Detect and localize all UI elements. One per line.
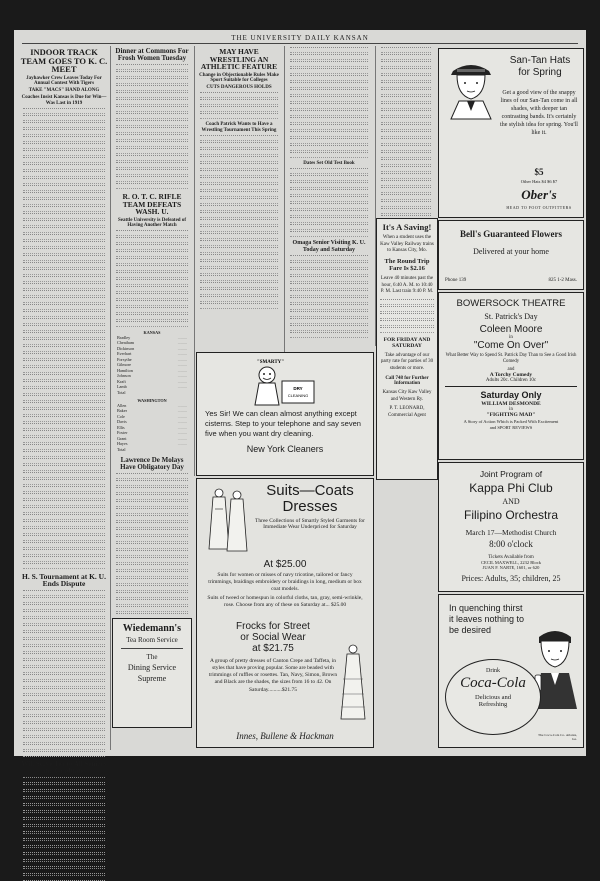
- masthead: THE UNIVERSITY DAILY KANSAN: [231, 34, 369, 42]
- frocks-body: A group of pretty dresses of Canton Crepe and Taffeta, in styles that have proving popular. Some are beaded with trimmings of ruffles or rosettes. Tan, Navy, Simon, Brown and Black are the shades, the sizes from 16 to 42. On Saturday..........$21.75: [208, 658, 338, 693]
- bowersock-and: and: [507, 366, 515, 372]
- bowersock-film: "Come On Over": [473, 340, 549, 351]
- headline-dinner: Dinner at Commons For Frosh Women Tuesday: [115, 47, 189, 62]
- kappa-prices: Prices: Adults, 35; children, 25: [461, 574, 561, 583]
- suits-sub: Three Collections of Smartly Styled Garments for Immediate Wear Underpriced for Saturday: [255, 517, 365, 531]
- column-3: [197, 46, 281, 376]
- kansas-score-row: Gilmore .........: [117, 362, 187, 368]
- scores-wash-table: [117, 403, 187, 447]
- bowersock-in: in: [509, 335, 513, 340]
- wash-score-row: Grant .........: [117, 435, 187, 441]
- kappa-ticket-2: JUAN F. NARTE, 1601, or 620: [482, 565, 540, 570]
- bowersock-star: Coleen Moore: [479, 324, 543, 335]
- subhead-holds: CUTS DANGEROUS HOLDS: [206, 85, 272, 90]
- saving-call: Call 748 for Further Information: [385, 376, 429, 387]
- ad-bowersock-theatre: [438, 292, 584, 460]
- sanhat-title-2: for Spring: [518, 66, 562, 78]
- ad-new-york-cleaners: [196, 352, 374, 476]
- ad-san-tan-hats: [438, 48, 584, 218]
- headline-old-test: Dates Set Old Test Book: [303, 161, 355, 166]
- wash-score-row: Baker .........: [117, 408, 187, 414]
- kappa-when: March 17—Methodist Church: [465, 528, 557, 537]
- saving-railway: Kansas City Kaw Valley and Western Ry.: [382, 390, 432, 402]
- kansas-score-row: Hamilton .........: [117, 367, 187, 373]
- masthead-rule: [22, 43, 578, 44]
- column-rule: [284, 46, 285, 366]
- column-1: [20, 46, 108, 775]
- wiedemanns-the: The: [146, 653, 158, 661]
- obers-tagline: HEAD TO FOOT OUTFITTERS: [506, 205, 572, 210]
- scores-kansas-table: [117, 335, 187, 390]
- sanhat-price: $5: [534, 167, 544, 177]
- scores-kansas-title: KANSAS: [143, 330, 161, 335]
- wash-score-row: Hayes .........: [117, 441, 187, 447]
- wash-score-row: Cole .........: [117, 413, 187, 419]
- wiedemanns-dining: Dining Service: [127, 663, 177, 672]
- suits-body: Suits for women or misses of navy tricotine, tailored or fancy trimmings, braidings embroidery or braidings in long, medium or box coat models.: [208, 572, 362, 592]
- kappa-tickets: Tickets Available from: [488, 555, 534, 560]
- suits-title-2: Dresses: [282, 497, 338, 515]
- saving-fare: The Round Trip Fare Is $2.16: [384, 257, 430, 273]
- wiedemanns-supreme: Supreme: [137, 674, 167, 683]
- coke-oval-logo: [445, 659, 541, 735]
- kappa-and: AND: [502, 497, 520, 506]
- ad-kappa-phi: [438, 462, 584, 592]
- ad-suits-coats-dresses: [196, 478, 374, 748]
- coke-headline: In quenching thirst it leaves nothing to be desired: [449, 603, 525, 635]
- bowersock-prices: Adults 20c. Children 10c: [485, 377, 537, 383]
- wash-score-row: Ellis .........: [117, 424, 187, 430]
- saving-schedule: Leave 40 minutes past the hour, 6:40 A. M. to 10:40 P. M. Last train 9:40 P. M.: [380, 276, 434, 295]
- cleaners-illustration: [197, 353, 373, 409]
- article-body-old-test: [287, 168, 371, 237]
- subhead-macs: TAKE "MACS" HAND ALONG: [28, 88, 100, 93]
- kansas-score-row: Dickinson .........: [117, 345, 187, 351]
- headline-tea: Will Serve Tea to All Seniors and Graduates: [21, 759, 107, 775]
- coke-tag-2: Refreshing: [478, 701, 508, 708]
- bowersock-sat-in: in: [509, 406, 513, 412]
- article-body-rifle: [113, 230, 191, 327]
- flowers-title: Bell's Guaranteed Flowers: [460, 229, 562, 239]
- kansas-score-row: Everhart .........: [117, 351, 187, 357]
- kappa-ticket-1: CECIL MAXWELL, 2232 Block: [480, 560, 542, 565]
- man-in-hat-illustration: [443, 53, 499, 119]
- newspaper-page: [14, 30, 586, 775]
- column-5: [378, 46, 434, 221]
- kansas-score-row: Johnson .........: [117, 373, 187, 379]
- wash-score-row: Foster .........: [117, 430, 187, 436]
- headline-tournament: H. S. Tournament at K. U. Ends Dispute: [22, 571, 106, 589]
- headline-coach-patrick: Coach Patrick Wants to Have a Wrestling Tournament This Spring: [201, 122, 277, 133]
- article-body-tea: [20, 777, 108, 881]
- scores-wash-title: WASHINGTON: [137, 397, 167, 403]
- flowers-phone: Phone 139: [445, 278, 467, 283]
- kansas-score-row: Bradley .........: [117, 335, 187, 340]
- bowersock-desc: What Better Way to Spend St. Patrick Day Than to See a Good Irish Comedy: [445, 353, 577, 364]
- article-body-coach: [197, 135, 281, 309]
- saving-agent: P. T. LEONARD, Commercial Agent: [388, 406, 426, 418]
- headline-wrestling: MAY HAVE WRESTLING AN ATHLETIC FEATURE: [200, 47, 278, 71]
- kappa-title-2: Kappa Phi Club: [469, 481, 553, 495]
- column-4: [287, 46, 371, 376]
- frocks-price: at $21.75: [252, 643, 294, 654]
- suits-price: At $25.00: [263, 559, 307, 570]
- article-body-col5: [378, 47, 434, 242]
- article-body-omaga: [287, 255, 371, 338]
- suits-store-signature: Innes, Bullene & Hackman: [236, 731, 334, 741]
- kappa-title-1: Joint Program of: [479, 469, 543, 479]
- scores-kansas-total: Total: [117, 389, 126, 395]
- article-body-col4-top: [287, 47, 371, 158]
- kappa-title-3: Filipino Orchestra: [463, 508, 559, 522]
- frocks-title-1: Frocks for Street: [236, 621, 310, 632]
- sanhat-body: Get a good view of the snappy lines of our San-Tan come in all shades, with deeper tan contrasting bands. It's certainly the stylish idea for spring. You'll like it.: [500, 90, 578, 137]
- headline-omaga: Omaga Senior Visiting K. U. Today and Saturday: [292, 240, 366, 253]
- saving-friday-body: Take advantage of our party rate for parties of 30 students or more.: [380, 352, 434, 371]
- cleaners-smarty: "SMARTY": [257, 360, 285, 365]
- bowersock-sat-desc: A Story of Action Which is Packed With Excitement: [463, 418, 559, 424]
- frocks-title-2: or Social Wear: [240, 632, 306, 643]
- column-rule: [194, 46, 195, 476]
- scores-wash-total: Total: [117, 446, 126, 452]
- saving-title: It's A Saving!: [382, 222, 432, 232]
- wiedemanns-brand: Wiedemann's: [122, 623, 182, 634]
- sanhat-title-1: San-Tan Hats: [509, 55, 571, 66]
- article-body-track: [20, 108, 108, 569]
- ad-wiedemanns: [112, 618, 192, 728]
- kansas-score-row: Cheatham .........: [117, 340, 187, 346]
- kansas-score-row: Lamb .........: [117, 384, 187, 390]
- flowers-address: 825 1-2 Mass.: [548, 278, 577, 283]
- article-body-tournament: [20, 590, 108, 757]
- bowersock-sat-extra: and SPORT REVIEWS: [489, 424, 533, 430]
- saving-friday: FOR FRIDAY AND SATURDAY: [383, 336, 431, 349]
- bowersock-title: BOWERSOCK THEATRE: [456, 298, 566, 309]
- ad-its-a-saving: [376, 218, 438, 480]
- suits-body-2: Suits of tweed or homespun in colorful cloths, tan, gray, semi-wrinkle, rose. Choose from any of these on Saturday at... $25.00: [207, 594, 363, 608]
- kansas-score-row: Forsythe .........: [117, 356, 187, 362]
- column-rule: [110, 46, 111, 750]
- subhead-track: Jayhawker Crew Leaves Today For Annual Contest With Tigers: [26, 75, 102, 86]
- coke-company: The Coca-Cola Co. Atlanta, Ga.: [538, 733, 577, 741]
- coke-tag-1: Delicious and: [475, 694, 511, 701]
- subhead-rifle: Seattle University is Defeated of Having Another Match: [117, 217, 187, 228]
- coke-drink: Drink: [486, 668, 500, 674]
- sanhat-other-prices: Other Hats $4 $6 $7: [520, 179, 558, 184]
- wash-score-row: Davis .........: [117, 419, 187, 425]
- bowersock-date: St. Patrick's Day: [484, 312, 538, 321]
- obers-brand: Ober's: [521, 187, 557, 202]
- headline-track: INDOOR TRACK TEAM GOES TO K. C. MEET: [20, 47, 108, 74]
- headline-demolay: Lawrence De Molays Have Obligatory Day: [120, 456, 184, 472]
- wash-score-row: Allen .........: [117, 402, 187, 408]
- flowers-sub: Delivered at your home: [473, 247, 549, 256]
- headline-rifle: R. O. T. C. RIFLE TEAM DEFEATS WASH. U.: [122, 192, 182, 216]
- kappa-time: 8:00 o'clock: [489, 539, 533, 549]
- coke-brand: Coca-Cola: [460, 675, 526, 691]
- bowersock-sat-star: WILLIAM DESMONDE: [481, 400, 541, 407]
- ad-bells-flowers: [438, 220, 584, 290]
- subhead-coaches: Coaches Insist Kansas is Due for Win—Was Last in 1919: [21, 95, 107, 106]
- article-body-dinner: [113, 64, 191, 189]
- bowersock-saturday: Saturday Only: [480, 389, 542, 400]
- article-body-wrestling: [197, 92, 281, 119]
- cleaners-body: Yes Sir! We can clean almost anything except cisterns. Step to your telephone and say seven five when you want dry cleaning.: [205, 409, 361, 439]
- svg-text:DRY: DRY: [293, 386, 303, 391]
- kansas-score-row: Kraft .........: [117, 378, 187, 384]
- wiedemanns-tea-room: Tea Room Service: [126, 636, 178, 644]
- bowersock-comedy: A Torchy Comedy: [489, 371, 533, 378]
- svg-text:CLEANING: CLEANING: [287, 393, 309, 398]
- saving-lead: When a student uses the Kaw Valley Railway trains to Kansas City, Mo.: [380, 235, 434, 253]
- ad-coca-cola: [438, 594, 584, 748]
- bowersock-sat-film: "FIGHTING MAD": [486, 411, 536, 418]
- subhead-wrestling: Change in Objectionable Rules Make Sport Suitable for Colleges: [199, 72, 279, 83]
- cleaners-name: New York Cleaners: [246, 444, 324, 455]
- suits-title-1: Suits—Coats: [266, 482, 354, 499]
